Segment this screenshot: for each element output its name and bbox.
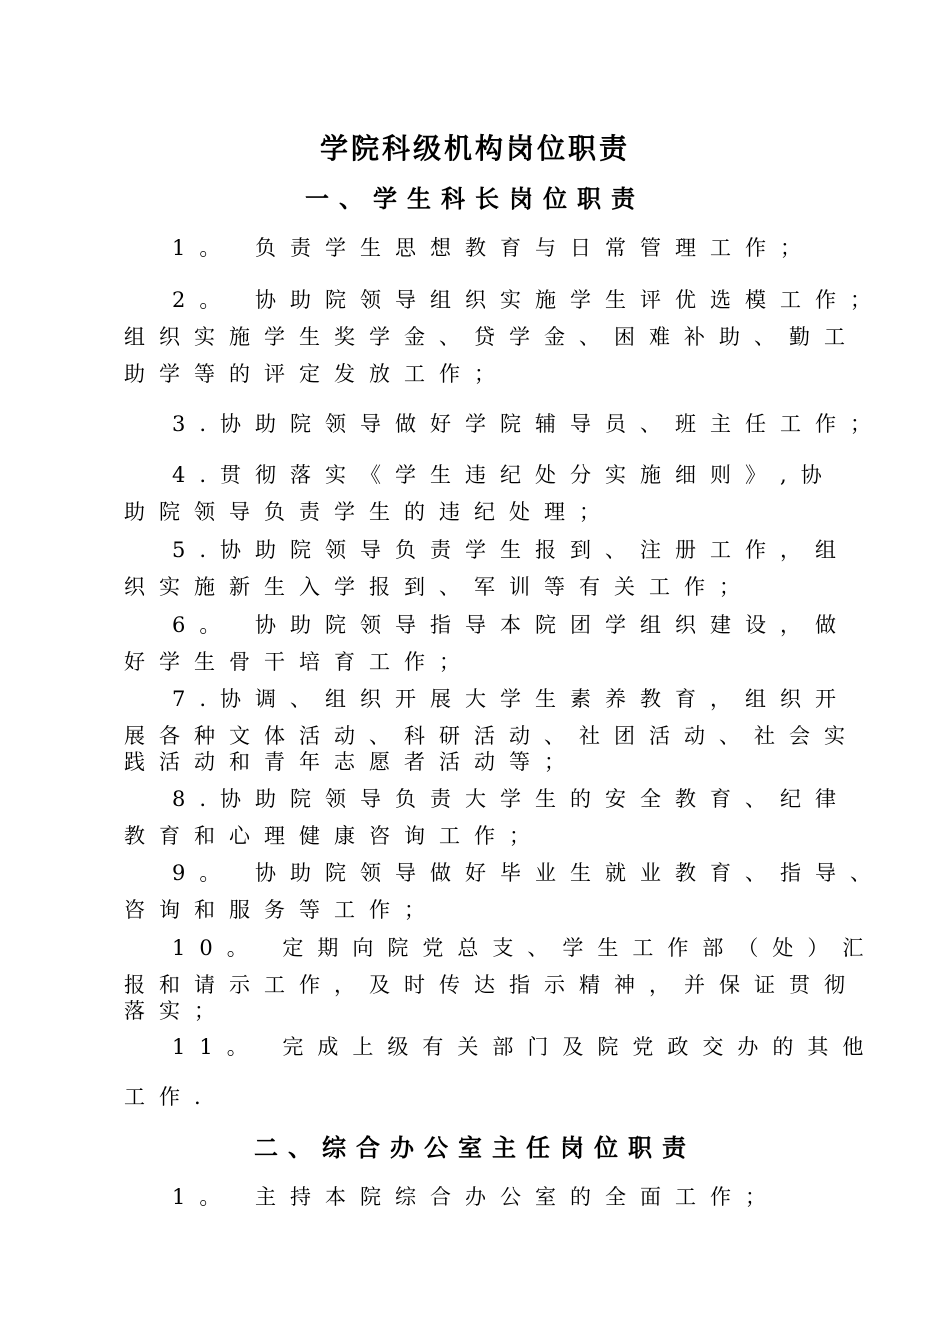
duty-item-1-line-1: 1。 负责学生思想教育与日常管理工作； (172, 236, 816, 260)
duty-item-6-line-1: 6。 协助院领导指导本院团学组织建设，做 (172, 613, 851, 637)
duty-item-5-line-2: 织实施新生入学报到、军训等有关工作； (124, 575, 754, 599)
duty-item-3-line-1: 3.协助院领导做好学院辅导员、班主任工作； (172, 412, 886, 436)
duty-item-2-line-3: 助学等的评定发放工作； (124, 362, 509, 386)
section-heading-general-office: 二、综合办公室主任岗位职责 (254, 1133, 696, 1162)
duty-item-2-line-2: 组织实施学生奖学金、贷学金、困难补助、勤工 (124, 325, 859, 349)
duty-item-11-line-2: 工作. (124, 1085, 215, 1109)
duty-item-10-line-2: 报和请示工作，及时传达指示精神，并保证贯彻 (124, 973, 859, 997)
duty-item-10-line-1: 10。 定期向院党总支、学生工作部（处）汇 (172, 936, 878, 960)
duty-item-8-line-1: 8.协助院领导负责大学生的安全教育、纪律 (172, 787, 851, 811)
duty-item-9-line-2: 咨询和服务等工作； (124, 898, 439, 922)
document-title: 学院科级机构岗位职责 (319, 132, 630, 165)
duty-item-8-line-2: 教育和心理健康咨询工作； (124, 824, 544, 848)
duty-item-11-line-1: 11。 完成上级有关部门及院党政交办的其他 (172, 1035, 878, 1059)
duty-item-7-line-2: 展各种文体活动、科研活动、社团活动、社会实 (124, 724, 859, 748)
section-heading-student-affairs: 一、学生科长岗位职责 (305, 184, 645, 213)
duty-item-10-line-3: 落实； (124, 999, 229, 1023)
office-duty-item-1-line-1: 1。 主持本院综合办公室的全面工作； (172, 1185, 781, 1209)
duty-item-2-line-1: 2。 协助院领导组织实施学生评优选模工作； (172, 288, 886, 312)
duty-item-7-line-3: 践活动和青年志愿者活动等； (124, 750, 579, 774)
duty-item-5-line-1: 5.协助院领导负责学生报到、注册工作，组 (172, 538, 851, 562)
duty-item-7-line-1: 7.协调、组织开展大学生素养教育，组织开 (172, 687, 851, 711)
duty-item-9-line-1: 9。 协助院领导做好毕业生就业教育、指导、 (172, 861, 886, 885)
duty-item-6-line-2: 好学生骨干培育工作； (124, 650, 474, 674)
duty-item-4-line-1: 4.贯彻落实《学生违纪处分实施细则》,协 (172, 463, 836, 487)
duty-item-4-line-2: 助院领导负责学生的违纪处理； (124, 500, 614, 524)
